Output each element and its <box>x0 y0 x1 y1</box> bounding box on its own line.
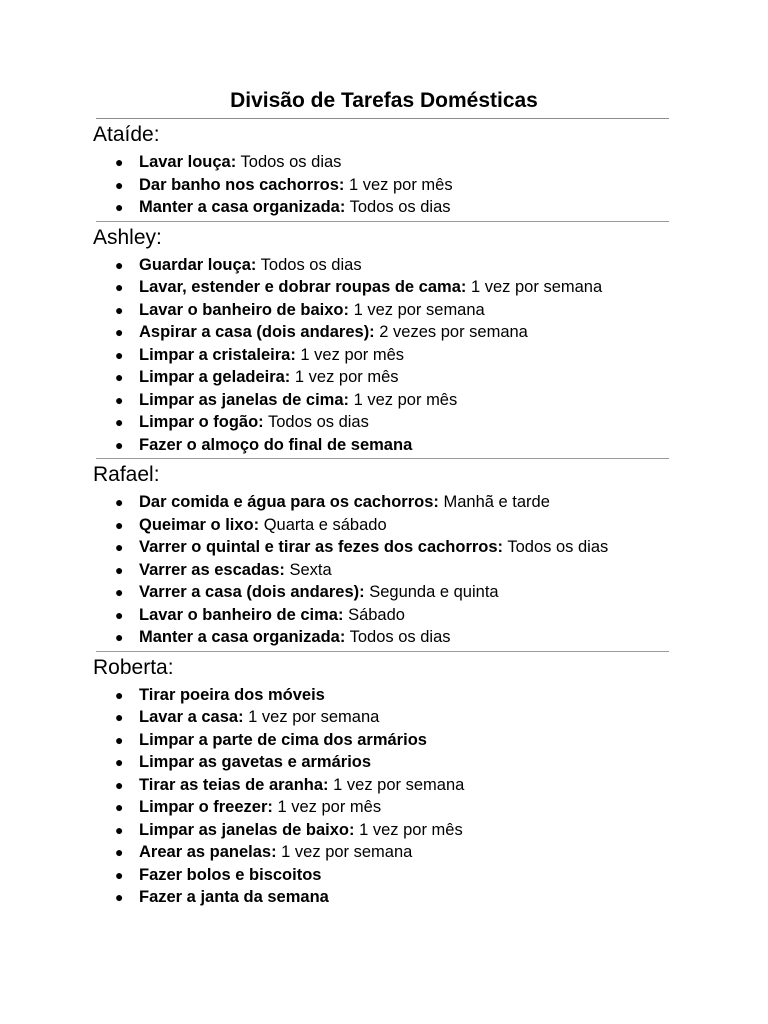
task-item <box>0 729 768 752</box>
task-item <box>0 774 768 797</box>
bullet-icon: ● <box>115 844 124 860</box>
bullet-icon: ● <box>115 279 124 295</box>
task-name: Fazer o almoço do final de semana <box>139 435 413 454</box>
person-name: Roberta: <box>93 655 174 679</box>
bullet-icon: ● <box>115 561 124 578</box>
person-name: Ataíde: <box>93 123 160 146</box>
task-name: Varrer a casa (dois andares): <box>139 583 365 601</box>
task-frequency: 1 vez por mês <box>300 345 405 364</box>
task-name: Lavar louça: <box>139 153 237 171</box>
task-name: Varrer o quintal e tirar as fezes dos cachorros: <box>139 538 504 556</box>
task-name: Arear as panelas: <box>139 843 277 861</box>
task-item <box>0 626 768 649</box>
task-name: Limpar o fogão: <box>139 413 264 431</box>
task-frequency: 1 vez por mês <box>277 798 382 816</box>
task-item <box>0 254 768 277</box>
section-divider <box>96 118 669 119</box>
task-frequency: Todos os dias <box>260 255 362 274</box>
bullet-icon: ● <box>115 776 124 793</box>
task-name: Dar comida e água para os cachorros: <box>139 493 439 511</box>
task-item <box>0 886 768 909</box>
bullet-icon: ● <box>115 799 124 815</box>
bullet-icon: ● <box>115 176 124 193</box>
task-item <box>0 366 768 389</box>
task-name: Manter a casa organizada: <box>139 198 346 216</box>
task-frequency: Sábado <box>348 605 405 624</box>
task-item <box>0 796 768 819</box>
bullet-icon: ● <box>115 606 124 623</box>
task-frequency: 1 vez por mês <box>348 175 453 194</box>
bullet-icon: ● <box>115 256 124 273</box>
task-name: Limpar as gavetas e armários <box>139 753 372 771</box>
person-name: Rafael: <box>93 463 160 486</box>
bullet-icon: ● <box>115 629 124 645</box>
task-frequency: 1 vez por mês <box>359 820 463 839</box>
task-frequency: Todos os dias <box>240 153 342 171</box>
sections-container <box>0 118 768 909</box>
task-frequency: Todos os dias <box>349 198 451 216</box>
task-item <box>0 864 768 887</box>
section-ataide <box>0 118 768 219</box>
bullet-icon: ● <box>115 584 124 600</box>
task-name: Lavar a casa: <box>139 708 244 726</box>
task-item <box>0 344 768 367</box>
task-frequency: 1 vez por mês <box>353 390 458 409</box>
document-title: Divisão de Tarefas Domésticas <box>230 89 538 112</box>
task-name: Queimar o lixo: <box>139 515 260 534</box>
task-frequency: Todos os dias <box>349 628 451 646</box>
task-item <box>0 581 768 604</box>
task-frequency: Manhã e tarde <box>443 493 550 511</box>
bullet-icon: ● <box>115 301 124 318</box>
task-name: Tirar poeira dos móveis <box>139 685 325 704</box>
section-rafael <box>0 458 768 649</box>
bullet-icon: ● <box>115 709 124 725</box>
task-frequency: Segunda e quinta <box>369 583 499 601</box>
task-list <box>0 491 768 649</box>
section-divider <box>96 221 669 222</box>
bullet-icon: ● <box>115 494 124 510</box>
task-item <box>0 819 768 842</box>
task-item <box>0 411 768 434</box>
bullet-icon: ● <box>115 731 124 748</box>
task-item <box>0 706 768 729</box>
bullet-icon: ● <box>115 436 124 453</box>
task-name: Lavar o banheiro de baixo: <box>139 300 349 319</box>
task-list <box>0 254 768 457</box>
task-name: Limpar a parte de cima dos armários <box>139 730 427 749</box>
bullet-icon: ● <box>115 516 124 533</box>
task-name: Varrer as escadas: <box>139 560 285 579</box>
bullet-icon: ● <box>115 539 124 555</box>
bullet-icon: ● <box>115 821 124 838</box>
bullet-icon: ● <box>115 369 124 385</box>
bullet-icon: ● <box>115 324 124 340</box>
task-name: Fazer bolos e biscoitos <box>139 865 322 884</box>
task-item <box>0 276 768 299</box>
bullet-icon: ● <box>115 866 124 883</box>
bullet-icon: ● <box>115 686 124 703</box>
task-item <box>0 434 768 457</box>
task-name: Limpar a cristaleira: <box>139 345 296 364</box>
task-item <box>0 536 768 559</box>
task-list <box>0 684 768 909</box>
bullet-icon: ● <box>115 889 124 905</box>
task-item <box>0 174 768 197</box>
task-frequency: 1 vez por semana <box>333 775 465 794</box>
task-name: Dar banho nos cachorros: <box>139 175 345 194</box>
task-name: Lavar, estender e dobrar roupas de cama: <box>139 278 467 296</box>
task-item <box>0 389 768 412</box>
task-item <box>0 841 768 864</box>
task-item <box>0 491 768 514</box>
task-name: Manter a casa organizada: <box>139 628 346 646</box>
task-name: Limpar as janelas de baixo: <box>139 820 355 839</box>
task-name: Aspirar a casa (dois andares): <box>139 323 375 341</box>
bullet-icon: ● <box>115 199 124 215</box>
bullet-icon: ● <box>115 414 124 430</box>
task-frequency: 1 vez por semana <box>353 300 485 319</box>
task-name: Fazer a janta da semana <box>139 888 329 906</box>
task-frequency: 1 vez por semana <box>470 278 603 296</box>
bullet-icon: ● <box>115 346 124 363</box>
task-item <box>0 196 768 219</box>
task-name: Limpar a geladeira: <box>139 368 291 386</box>
section-divider <box>96 458 669 459</box>
task-item <box>0 751 768 774</box>
task-frequency: 1 vez por mês <box>294 368 399 386</box>
section-roberta <box>0 651 768 909</box>
task-item <box>0 604 768 627</box>
task-frequency: 2 vezes por semana <box>379 323 528 341</box>
bullet-icon: ● <box>115 754 124 770</box>
task-item <box>0 684 768 707</box>
task-frequency: 1 vez por semana <box>248 708 380 726</box>
bullet-icon: ● <box>115 391 124 408</box>
task-frequency: Sexta <box>289 560 332 579</box>
task-list <box>0 151 768 219</box>
task-frequency: 1 vez por semana <box>281 843 413 861</box>
task-name: Limpar as janelas de cima: <box>139 390 350 409</box>
person-name: Ashley: <box>93 225 162 249</box>
task-name: Tirar as teias de aranha: <box>139 775 329 794</box>
task-item <box>0 151 768 174</box>
task-frequency: Todos os dias <box>267 413 369 431</box>
task-frequency: Quarta e sábado <box>263 515 387 534</box>
section-divider <box>96 651 669 652</box>
task-frequency: Todos os dias <box>507 538 609 556</box>
task-item <box>0 514 768 537</box>
task-item <box>0 321 768 344</box>
task-item <box>0 299 768 322</box>
task-name: Guardar louça: <box>139 255 257 274</box>
task-name: Limpar o freezer: <box>139 798 273 816</box>
section-ashley <box>0 221 768 457</box>
bullet-icon: ● <box>115 154 124 170</box>
task-name: Lavar o banheiro de cima: <box>139 605 344 624</box>
task-item <box>0 559 768 582</box>
